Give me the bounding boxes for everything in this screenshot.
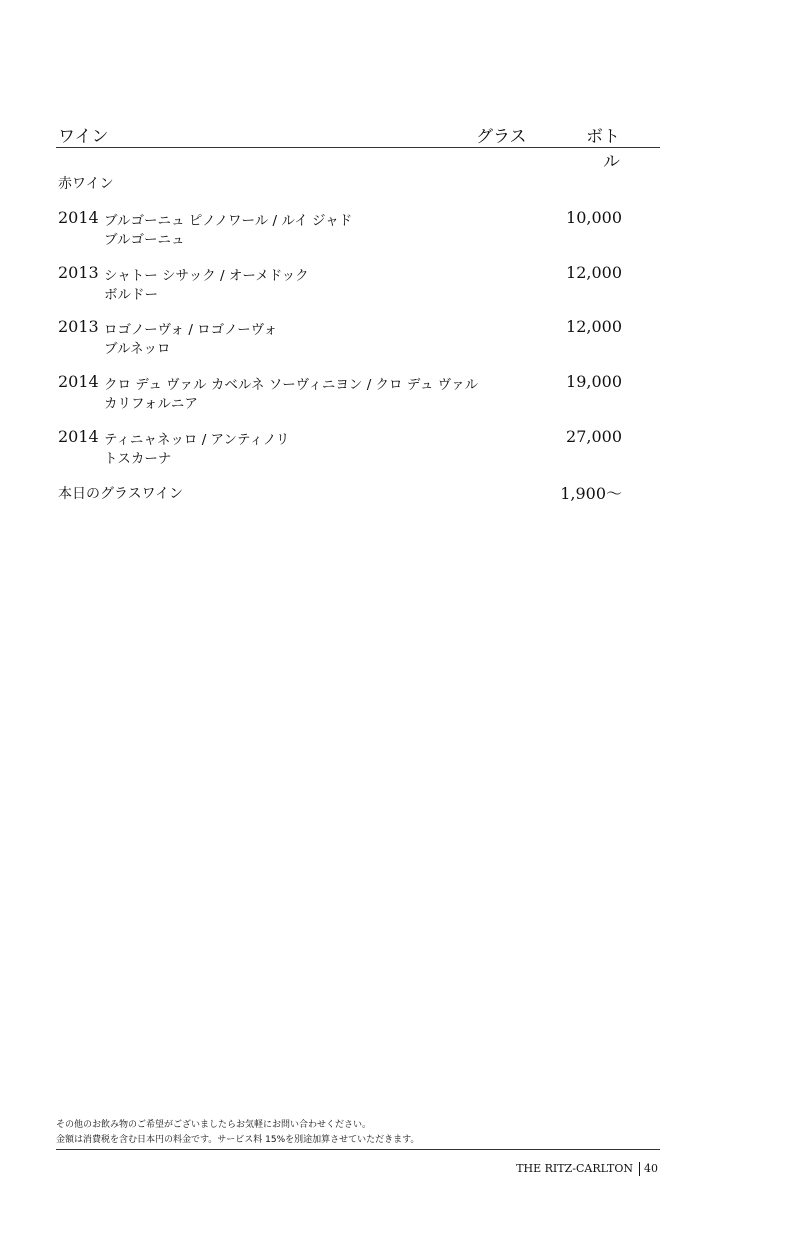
footnote xyxy=(56,1118,660,1150)
wine-price: 19,000 xyxy=(566,372,622,391)
section-title: 赤ワイン xyxy=(58,176,114,192)
wine-name: ティニャネッロ / アンティノリ xyxy=(104,432,290,448)
wine-year: 2014 xyxy=(58,372,99,391)
wine-price: 10,000 xyxy=(566,208,622,227)
wine-name: クロ デュ ヴァル カベルネ ソーヴィニヨン / クロ デュ ヴァル xyxy=(104,377,479,393)
menu-header xyxy=(56,120,660,172)
wine-year: 2014 xyxy=(58,208,99,227)
footnote-line: その他のお飲み物のご希望がございましたらお気軽にお問い合わせください。 xyxy=(56,1120,372,1130)
brand-name: THE RITZ-CARLTON xyxy=(516,1162,633,1175)
wine-price: 27,000 xyxy=(566,427,622,446)
footnote-line: 金額は消費税を含む日本円の料金です。サービス料 15%を別途加算させていただきます。 xyxy=(56,1135,420,1145)
glass-wine-price: 1,900～ xyxy=(560,484,622,503)
wine-region: ボルドー xyxy=(104,287,158,303)
glass-wine-label: 本日のグラスワイン xyxy=(58,486,184,502)
wine-name: ブルゴーニュ ピノノワール / ルイ ジャド xyxy=(104,213,353,229)
page-footer xyxy=(516,1162,658,1176)
wine-price: 12,000 xyxy=(566,263,622,282)
wine-name: シャトー シサック / オーメドック xyxy=(104,268,309,284)
footer-divider xyxy=(639,1162,640,1176)
glass-column-header: グラス xyxy=(476,127,527,147)
wine-year: 2014 xyxy=(58,427,99,446)
wine-region: トスカーナ xyxy=(104,451,172,467)
wine-year: 2013 xyxy=(58,263,99,282)
wine-region: カリフォルニア xyxy=(104,396,198,412)
wine-region: ブルゴーニュ xyxy=(104,232,185,248)
wine-name: ロゴノーヴォ / ロゴノーヴォ xyxy=(104,322,278,338)
wine-year: 2013 xyxy=(58,317,99,336)
bottle-column-header: ボトル xyxy=(586,127,620,172)
page-number: 40 xyxy=(644,1162,658,1175)
wine-price: 12,000 xyxy=(566,317,622,336)
wine-region: ブルネッロ xyxy=(104,341,171,357)
page-title: ワイン xyxy=(58,127,109,147)
